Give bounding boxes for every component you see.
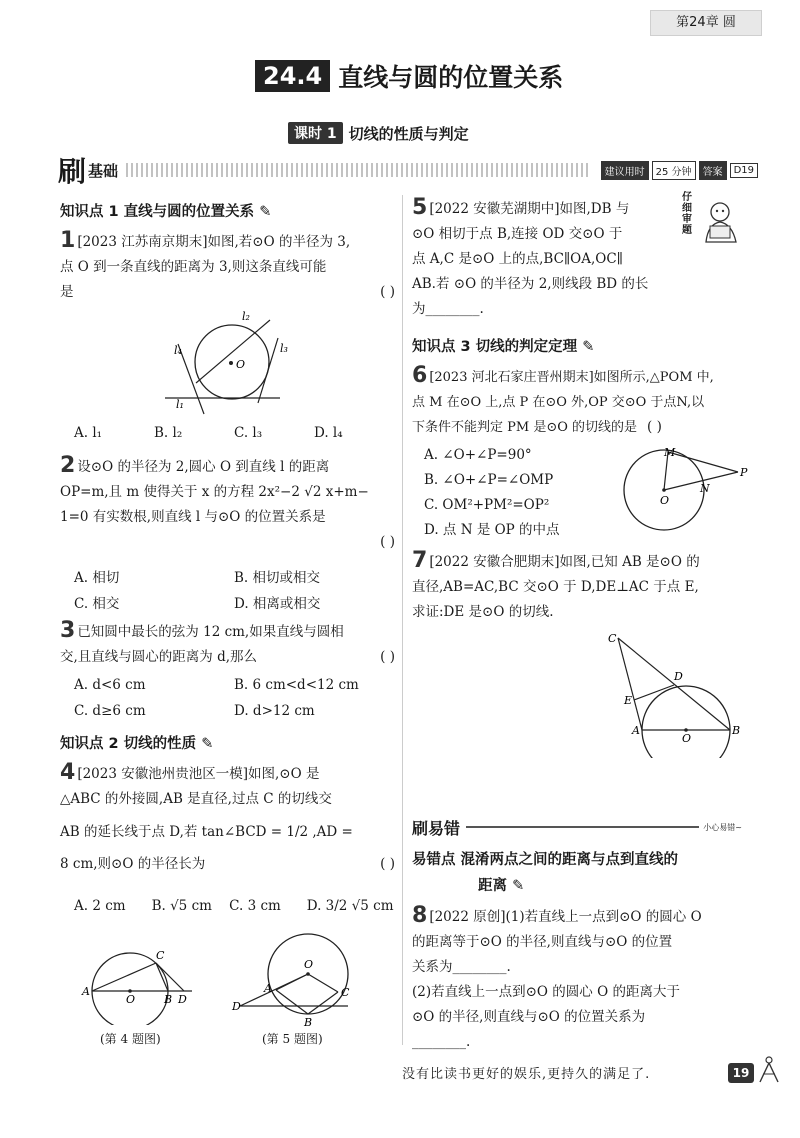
q1-option-a: A. l₁ xyxy=(74,425,103,441)
q7-line-3: 求证:DE 是⊙O 的切线. xyxy=(412,604,554,620)
q6-line-1: [2023 河北石家庄晋州期末]如图所示,△POM 中, xyxy=(429,370,714,385)
error-badge: 刷易错 xyxy=(412,818,461,838)
check-icon: ✎ xyxy=(582,339,595,355)
q4-options xyxy=(74,898,394,914)
q5-line-5: 为________. xyxy=(412,301,484,317)
page-number: 19 xyxy=(728,1063,754,1083)
q4-line-2: △ABC 的外接圆,AB 是直径,过点 C 的切线交 xyxy=(60,791,332,807)
footer-quote: 没有比读书更好的娱乐,更持久的满足了. xyxy=(402,1067,651,1082)
fig7-label-b: B xyxy=(732,724,741,737)
q1-options xyxy=(74,425,394,441)
fig4-figure xyxy=(80,945,200,1025)
fig6-label-o: O xyxy=(660,494,670,507)
basic-section-bar xyxy=(58,155,758,188)
fig7-label-d: D xyxy=(674,670,683,683)
q3-line-1: 已知圆中最长的弦为 12 cm,如果直线与圆相 xyxy=(77,624,344,640)
q3-option-a: A. d<6 cm xyxy=(74,677,146,693)
section-title-text: 直线与圆的位置关系 xyxy=(338,63,564,92)
error-point-line-1: 易错点 混淆两点之间的距离与点到直线的 xyxy=(412,852,679,868)
fig1-label-l3: l₃ xyxy=(280,342,288,355)
answer-value: D19 xyxy=(730,163,758,178)
fig4-caption: (第 4 题图) xyxy=(100,1032,161,1046)
question-6 xyxy=(412,365,752,440)
q3-line-2: 交,且直线与圆心的距离为 d,那么 xyxy=(60,649,258,665)
q3-options xyxy=(74,672,394,724)
q1-figure xyxy=(160,308,300,418)
shua-logo: 刷 xyxy=(58,155,87,188)
answer-label: 答案 xyxy=(699,161,727,180)
time-label: 建议用时 xyxy=(601,161,649,180)
q2-line-3: 1=0 有实数根,则直线 l 与⊙O 的位置关系是 xyxy=(60,509,326,525)
fig1-label-l2: l₂ xyxy=(242,310,250,323)
q2-options xyxy=(74,565,394,617)
q4-option-a: A. 2 cm xyxy=(74,898,126,914)
q2-option-a: A. 相切 xyxy=(74,570,120,586)
q8-number: 8 xyxy=(412,903,428,928)
question-2 xyxy=(60,455,395,555)
error-section-bar xyxy=(412,815,742,839)
q1-option-d: D. l₄ xyxy=(314,425,343,441)
check-icon: ✎ xyxy=(259,204,272,220)
fig5-figure xyxy=(228,930,368,1030)
q6-option-c: C. OM²+PM²=OP² xyxy=(424,497,550,513)
chapter-tag: 第24章 圆 xyxy=(650,10,762,36)
fig1-label-o: O xyxy=(236,358,246,371)
dotted-divider xyxy=(126,163,590,177)
q1-line-2: 点 O 到一条直线的距离为 3,则这条直线可能 xyxy=(60,259,327,275)
q4-option-b: B. √5 cm xyxy=(151,898,212,914)
q4-line-3: AB 的延长线于点 D,若 tan∠BCD = 1/2 ,AD = xyxy=(60,824,353,840)
q4-number: 4 xyxy=(60,760,76,785)
q7-number: 7 xyxy=(412,548,428,573)
kp1-text: 知识点 1 直线与圆的位置关系 xyxy=(60,204,255,220)
error-divider xyxy=(466,826,699,828)
q8-line-2: 的距离等于⊙O 的半径,则直线与⊙O 的位置 xyxy=(412,934,673,950)
fig5-label-d: D xyxy=(232,1000,241,1013)
q7-figure xyxy=(600,628,750,758)
q6-line-3: 下条件不能判定 PM 是⊙O 的切线的是 xyxy=(412,420,638,435)
q2-answer-paren: ( ) xyxy=(380,534,395,550)
q5-line-1: [2022 安徽芜湖期中]如图,DB 与 xyxy=(429,201,630,217)
q7-line-1: [2022 安徽合肥期末]如图,已知 AB 是⊙O 的 xyxy=(429,554,700,570)
knowledge-point-1 xyxy=(60,200,271,221)
section-name: 基础 xyxy=(88,161,119,180)
q4-line-4: 8 cm,则⊙O 的半径长为 xyxy=(60,856,206,872)
fig6-label-m: M xyxy=(664,446,676,459)
check-icon: ✎ xyxy=(201,736,214,752)
q1-answer-paren: ( ) xyxy=(380,284,395,300)
q4-answer-paren: ( ) xyxy=(380,856,395,872)
fig7-label-a: A xyxy=(632,724,640,737)
q6-figure xyxy=(622,442,752,542)
error-small-note: 小心易错~ xyxy=(703,822,742,832)
q8-line-5: ⊙O 的半径,则直线与⊙O 的位置关系为 xyxy=(412,1009,646,1025)
error-point-line-2 xyxy=(478,874,524,895)
q5-line-2: ⊙O 相切于点 B,连接 OD 交⊙O 于 xyxy=(412,226,623,242)
q1-line-1: [2023 江苏南京期末]如图,若⊙O 的半径为 3, xyxy=(77,234,351,250)
lesson-title: 切线的性质与判定 xyxy=(348,124,469,143)
fig5-label-a: A xyxy=(264,982,272,995)
time-value: 25 分钟 xyxy=(652,161,696,180)
q8-line-3: 关系为________. xyxy=(412,959,511,975)
q2-option-c: C. 相交 xyxy=(74,596,120,612)
fig7-label-o: O xyxy=(682,732,692,745)
q8-line-6: ________. xyxy=(412,1034,471,1050)
knowledge-point-2 xyxy=(60,732,213,753)
fig1-label-l4: l₄ xyxy=(174,344,182,357)
q7-line-2: 直径,AB=AC,BC 交⊙O 于 D,DE⊥AC 于点 E, xyxy=(412,579,699,595)
column-divider xyxy=(402,195,403,1045)
fig4-label-b: B xyxy=(164,993,173,1006)
q4-option-d: D. 3/2 √5 cm xyxy=(306,898,394,914)
q1-option-c: C. l₃ xyxy=(234,425,263,441)
kp3-text: 知识点 3 切线的判定定理 xyxy=(412,339,578,355)
q3-answer-paren: ( ) xyxy=(380,649,395,665)
q1-line-3: 是 xyxy=(60,284,74,300)
fig4-label-c: C xyxy=(156,949,165,962)
fig6-label-p: P xyxy=(740,466,748,479)
q5-number: 5 xyxy=(412,195,428,220)
fig7-label-c: C xyxy=(608,632,617,645)
q2-line-1: 设⊙O 的半径为 2,圆心 O 到直线 l 的距离 xyxy=(77,459,330,475)
q4-option-c: C. 3 cm xyxy=(229,898,281,914)
lesson-badge: 课时 1 xyxy=(288,122,343,144)
section-title xyxy=(255,56,563,96)
kp2-text: 知识点 2 切线的性质 xyxy=(60,736,197,752)
q8-line-4: (2)若直线上一点到⊙O 的圆心 O 的距离大于 xyxy=(412,984,680,1000)
q6-option-b: B. ∠O+∠P=∠OMP xyxy=(424,472,554,488)
fig5-label-b: B xyxy=(304,1016,313,1029)
fig6-label-n: N xyxy=(700,482,710,495)
fig4-label-a: A xyxy=(82,985,90,998)
fig5-label-o: O xyxy=(304,958,314,971)
lesson-heading xyxy=(288,122,469,144)
section-number: 24.4 xyxy=(255,60,330,92)
careful-note: 仔细审题 xyxy=(682,192,692,236)
question-7 xyxy=(412,550,752,625)
question-5 xyxy=(412,197,682,322)
question-8 xyxy=(412,905,752,1055)
q6-line-2: 点 M 在⊙O 上,点 P 在⊙O 外,OP 交⊙O 于点N,以 xyxy=(412,395,705,410)
question-4 xyxy=(60,762,395,877)
q1-number: 1 xyxy=(60,228,76,253)
q6-options xyxy=(424,443,560,543)
compass-icon xyxy=(756,1056,782,1084)
fig5-label-c: C xyxy=(341,986,350,999)
q2-line-2: OP=m,且 m 使得关于 x 的方程 2x²−2 √2 x+m− xyxy=(60,484,369,500)
q4-line-1: [2023 安徽池州贵池区一模]如图,⊙O 是 xyxy=(77,766,320,782)
q6-number: 6 xyxy=(412,363,428,388)
fig1-label-l1: l₁ xyxy=(176,398,184,411)
q3-option-d: D. d>12 cm xyxy=(234,703,315,719)
fig4-label-d: D xyxy=(178,993,187,1006)
q6-answer-paren: ( ) xyxy=(647,419,662,435)
q3-option-c: C. d≥6 cm xyxy=(74,703,146,719)
q1-option-b: B. l₂ xyxy=(154,425,183,441)
error-point-text: 距离 xyxy=(478,878,507,894)
q2-number: 2 xyxy=(60,453,76,478)
q5-line-4: AB.若 ⊙O 的半径为 2,则线段 BD 的长 xyxy=(412,276,649,292)
student-reading-icon xyxy=(698,198,744,246)
q2-option-d: D. 相离或相交 xyxy=(234,596,321,612)
q2-option-b: B. 相切或相交 xyxy=(234,570,321,586)
q3-option-b: B. 6 cm<d<12 cm xyxy=(234,677,359,693)
q5-line-3: 点 A,C 是⊙O 上的点,BC∥OA,OC∥ xyxy=(412,251,623,267)
q8-line-1: [2022 原创](1)若直线上一点到⊙O 的圆心 O xyxy=(429,909,702,925)
fig4-label-o: O xyxy=(126,993,136,1006)
fig5-caption: (第 5 题图) xyxy=(262,1032,323,1046)
q6-option-a: A. ∠O+∠P=90° xyxy=(424,447,532,463)
fig7-label-e: E xyxy=(624,694,633,707)
check-icon: ✎ xyxy=(512,878,525,894)
question-1 xyxy=(60,230,395,305)
knowledge-point-3 xyxy=(412,335,594,356)
q6-option-d: D. 点 N 是 OP 的中点 xyxy=(424,522,560,538)
question-3 xyxy=(60,620,395,670)
q3-number: 3 xyxy=(60,618,76,643)
